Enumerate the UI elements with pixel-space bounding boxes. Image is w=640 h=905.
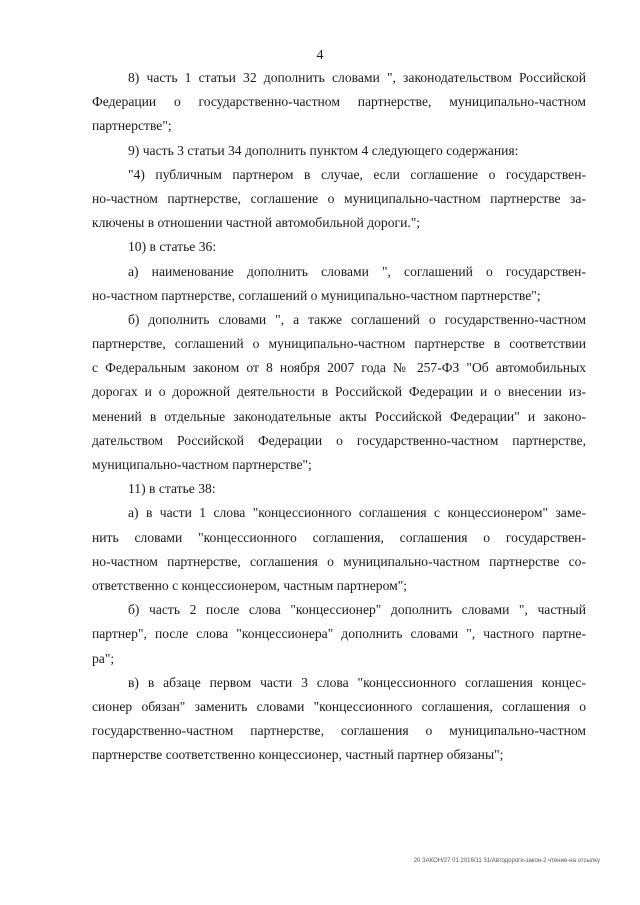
paragraph-item-11-v [92, 671, 586, 768]
text-line: "4) публичным партнером в случае, если соглашение о государствен- [128, 166, 586, 182]
paragraph-item-10-a [92, 260, 586, 308]
text-line: муниципально-частном партнерстве"; [92, 457, 312, 472]
text-line: но-частном партнерстве, соглашение о муниципально-частном партнерстве за- [92, 190, 586, 206]
page-number: 4 [316, 48, 324, 63]
text-line: сионер обязан" заменить словами "концессионного соглашения, соглашения о [92, 698, 586, 714]
paragraph-item-8 [92, 66, 586, 139]
paragraph-item-9-text [92, 163, 586, 236]
paragraph-item-10-b [92, 308, 586, 477]
document-body [92, 66, 586, 767]
text-line: но-частном партнерстве, соглашения о муниципально-частном партнерстве со- [92, 553, 586, 569]
text-line: б) дополнить словами ", а также соглашений о государственно-частном [128, 311, 586, 327]
text-line: партнерстве"; [92, 118, 172, 134]
text-line: государственно-частном партнерстве, соглашения о муниципально-частном [92, 723, 586, 739]
text-line: а) в части 1 слова "концессионного соглашения с концессионером" заме- [128, 505, 586, 521]
paragraph-item-9 [92, 139, 586, 163]
paragraph-item-11-a [92, 501, 586, 598]
text-line: с Федеральным законом от 8 ноября 2007 года № 257-ФЗ "Об автомобильных [92, 360, 586, 376]
text-line: дорогах и о дорожной деятельности в Российской Федерации и о внесении из- [92, 384, 586, 400]
text-line: б) часть 2 после слова "концессионер" дополнить словами ", частный [128, 602, 586, 618]
text-line: 9) часть 3 статьи 34 дополнить пунктом 4 следующего содержания: [128, 142, 519, 158]
text-line: 11) в статье 38: [128, 481, 216, 497]
paragraph-item-10 [92, 235, 586, 259]
text-line: но-частном партнерстве, соглашений о муниципально-частном партнерстве"; [92, 287, 541, 303]
text-line: партнерстве, соглашений о муниципально-частном партнерстве в соответствии [92, 336, 586, 352]
text-line: нить словами "концессионного соглашения, соглашения о государствен- [92, 529, 586, 545]
text-line: ра"; [92, 650, 115, 666]
text-line: дательством Российской Федерации о государственно-частном партнерстве, [92, 432, 586, 448]
footer-file-path: 20 ЗАКОН/27 01 2016/11 31/Автодороги-закон-2 чтение-на отсылку [413, 858, 600, 864]
paragraph-item-11 [92, 477, 586, 501]
text-line: менений в отдельные законодательные акты Российской Федерации" и законо- [92, 408, 586, 424]
text-line: ключены в отношении частной автомобильной дороги."; [92, 215, 421, 231]
text-line: партнерстве соответственно концессионер, частный партнер обязаны"; [92, 747, 504, 763]
text-line: 10) в статье 36: [128, 239, 217, 255]
text-line: Федерации о государственно-частном партнерстве, муниципально-частном [92, 94, 586, 110]
text-line: ответственно с концессионером, частным партнером"; [92, 577, 408, 593]
text-line: а) наименование дополнить словами ", соглашений о государствен- [128, 263, 586, 279]
text-line: 8) часть 1 статьи 32 дополнить словами ", законодательством Российской [128, 70, 586, 85]
paragraph-item-11-b [92, 598, 586, 671]
text-line: в) в абзаце первом части 3 слова "концессионного соглашения концес- [128, 674, 586, 690]
text-line: партнер", после слова "концессионера" дополнить словами ", частного партне- [92, 626, 586, 642]
